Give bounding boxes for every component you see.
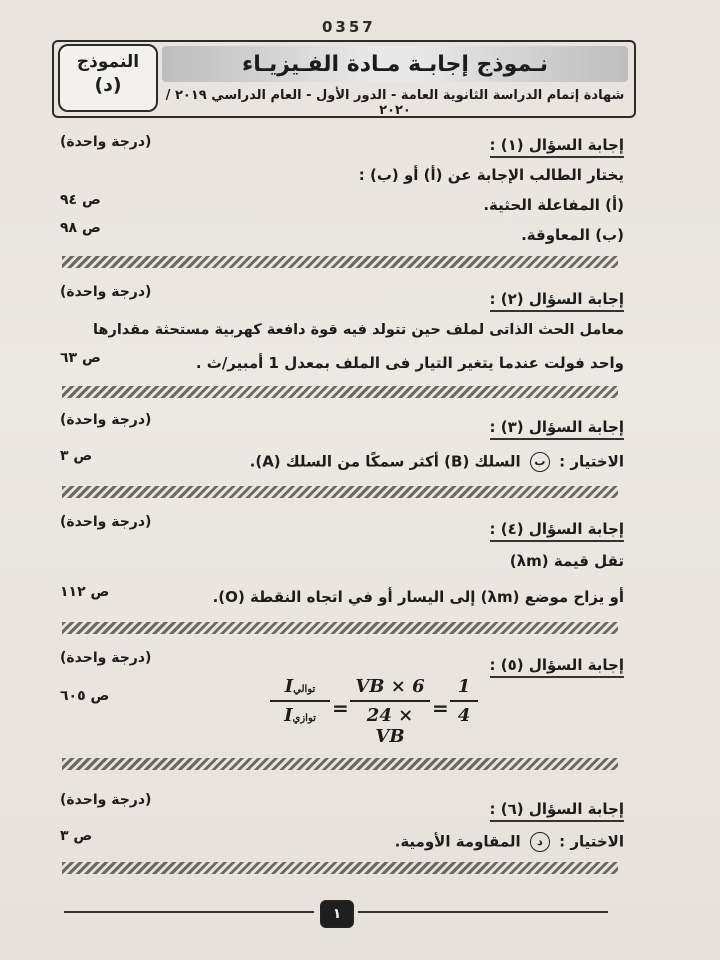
choice-line — [250, 452, 624, 472]
choice-label: الاختيار : — [559, 832, 624, 851]
series-subscript: توالي — [293, 684, 316, 695]
choice-text: المقاومة الأومية. — [394, 832, 521, 851]
equals-sign: = — [432, 696, 449, 720]
answer-line: (أ) المفاعلة الحثية. — [483, 196, 624, 214]
choice-text: السلك (B) أكثر سمكًا من السلك (A). — [249, 452, 521, 471]
section-divider — [62, 486, 618, 498]
question-title: إجابة السؤال (٤) : — [490, 520, 624, 542]
grade-label: (درجة واحدة) — [60, 514, 152, 530]
choice-label: الاختيار : — [559, 452, 624, 471]
page-subtitle: شهادة إتمام الدراسة الثانوية العامة - الدور الأول - العام الدراسي ٢٠١٩ / ٢٠٢٠ — [165, 88, 625, 118]
question-title: إجابة السؤال (٣) : — [490, 418, 624, 440]
page-ref: ص ١١٢ — [60, 584, 110, 600]
grade-label: (درجة واحدة) — [60, 412, 152, 428]
page-ref: ص ٣ — [60, 448, 93, 464]
current-parallel: I — [284, 705, 293, 726]
grade-label: (درجة واحدة) — [60, 284, 152, 300]
answer-line: (ب) المعاوقة. — [521, 226, 624, 244]
choice-line — [395, 832, 624, 852]
section-divider — [62, 622, 618, 634]
page-ref: ص ٦٣ — [60, 350, 101, 366]
fraction-current-ratio — [270, 676, 330, 726]
voltage-numerator: VB × 6 — [350, 676, 430, 702]
section-divider — [62, 758, 618, 770]
page-ref: ص ٩٤ — [60, 192, 101, 208]
model-label: النموذج — [76, 52, 140, 72]
answer-line: معامل الحث الذاتى لملف حين تتولد فيه قوة دافعة كهربية مستحثة مقدارها — [92, 322, 624, 338]
section-divider — [62, 256, 618, 268]
fraction-result — [450, 676, 478, 726]
model-letter: (د) — [94, 74, 122, 96]
question-title: إجابة السؤال (١) : — [490, 136, 624, 158]
footer-line-right — [358, 911, 608, 913]
model-box — [58, 44, 158, 112]
serial-number: 0357 — [322, 18, 376, 36]
answer-line: يختار الطالب الإجابة عن (أ) أو (ب) : — [358, 166, 624, 184]
page-title: نـموذج إجابـة مـادة الفـيزيـاء — [241, 52, 548, 77]
result-numerator: 1 — [450, 676, 478, 702]
question-title: إجابة السؤال (٥) : — [490, 656, 624, 678]
answer-line: تقل قيمة (λm) — [509, 552, 624, 570]
section-divider — [62, 862, 618, 874]
choice-circle: د — [530, 832, 550, 852]
fraction-voltage-ratio — [350, 676, 430, 747]
voltage-denominator: 24 × VB — [366, 705, 414, 747]
grade-label: (درجة واحدة) — [60, 134, 152, 150]
equals-sign: = — [332, 696, 349, 720]
ratio-formula — [270, 676, 480, 746]
page-ref: ص ٦٠٥ — [60, 688, 110, 704]
section-divider — [62, 386, 618, 398]
footer-line-left — [64, 911, 314, 913]
page-ref: ص ٩٨ — [60, 220, 101, 236]
grade-label: (درجة واحدة) — [60, 792, 152, 808]
grade-label: (درجة واحدة) — [60, 650, 152, 666]
question-title: إجابة السؤال (٢) : — [490, 290, 624, 312]
current-series: I — [284, 676, 294, 697]
result-denominator: 4 — [457, 705, 471, 726]
question-title: إجابة السؤال (٦) : — [490, 800, 624, 822]
parallel-subscript: توازي — [292, 713, 316, 724]
answer-line: واحد فولت عندما يتغير التيار فى الملف بمعدل 1 أمبير/ث . — [195, 354, 624, 372]
answer-line: أو يزاح موضع (λm) إلى اليسار أو في اتجاه النقطة (O). — [212, 588, 624, 606]
page-ref: ص ٣ — [60, 828, 93, 844]
choice-circle: ب — [530, 452, 550, 472]
page-number: ١ — [320, 900, 354, 928]
